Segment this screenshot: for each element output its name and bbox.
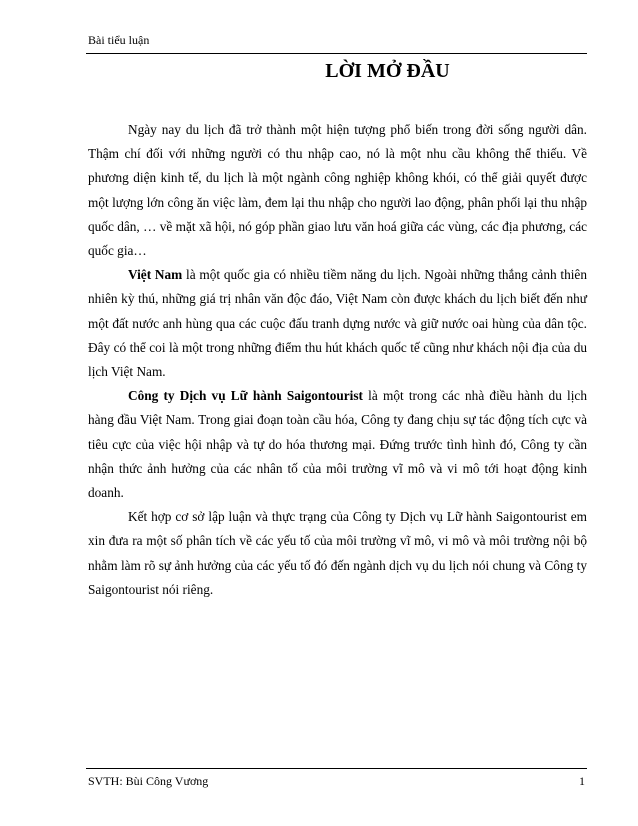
- page-title: LỜI MỞ ĐẦU: [325, 60, 450, 82]
- footer-author: SVTH: Bùi Công Vương: [88, 774, 209, 788]
- paragraph-3: [88, 384, 587, 505]
- paragraph-3-text: là một trong các nhà điều hành du lịch hàng đầu Việt Nam. Trong giai đoạn toàn cầu hóa, Công ty đang chịu sự tác động tích cực và tiêu cực của việc hội nhập và tự do hóa thương mại. Đứng trước tình hình đó, Công ty cần nhận thức ảnh hưởng của các nhân tố của môi trường vĩ mô và vi mô tới hoạt động kinh doanh.: [88, 388, 587, 501]
- paragraph-1: [88, 118, 587, 263]
- running-header: Bài tiểu luận: [88, 33, 150, 47]
- paragraph-4-text: Kết hợp cơ sở lập luận và thực trạng của Công ty Dịch vụ Lữ hành Saigontourist em xin đưa ra một số phân tích về các yếu tố của môi trường vĩ mô, vi mô và môi trường nội bộ nhằm làm rõ sự ảnh hưởng của các yếu tố đó đến ngành dịch vụ du lịch nói chung và Công ty Saigontourist nói riêng.: [88, 509, 587, 597]
- header-rule: [86, 53, 587, 54]
- paragraph-2: [88, 263, 587, 384]
- paragraph-4: [88, 505, 587, 602]
- paragraph-2-text: là một quốc gia có nhiều tiềm năng du lịch. Ngoài những thắng cảnh thiên nhiên kỳ thú, những giá trị nhân văn độc đáo, Việt Nam còn được khách du lịch biết đến như một đất nước anh hùng qua các cuộc đấu tranh dựng nước và giữ nước oai hùng của dân tộc. Đây có thể coi là một trong những điểm thu hút khách quốc tế cũng như khách nội địa của du lịch Việt Nam.: [88, 267, 587, 380]
- body-text: [88, 118, 587, 602]
- paragraph-3-bold: Công ty Dịch vụ Lữ hành Saigontourist: [128, 388, 363, 404]
- page-number: 1: [579, 774, 585, 788]
- paragraph-1-text: Ngày nay du lịch đã trở thành một hiện tượng phổ biến trong đời sống người dân. Thậm chí đối với những người có thu nhập cao, nó là một nhu cầu không thể thiếu. Về phương diện kinh tế, du lịch là một ngành công nghiệp không khói, có thể giải quyết được một lượng lớn công ăn việc làm, đem lại thu nhập cho người lao động, phân phối lại thu nhập quốc dân, … về mặt xã hội, nó góp phần giao lưu văn hoá giữa các vùng, các địa phương, các quốc gia…: [88, 122, 587, 259]
- paragraph-2-bold: Việt Nam: [128, 267, 183, 283]
- footer-rule: [86, 768, 587, 769]
